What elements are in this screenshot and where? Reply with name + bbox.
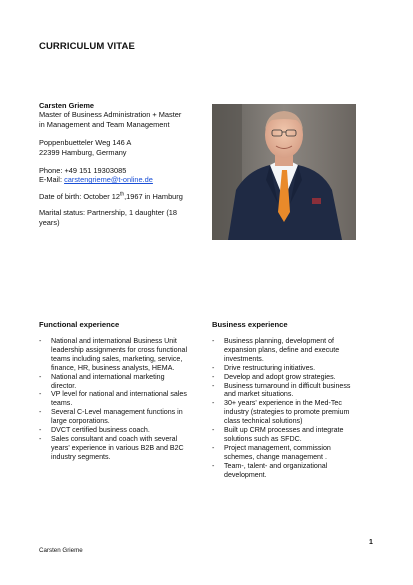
business-item [212,382,360,400]
dob-rest: ,1967 in Hamburg [124,191,183,201]
person-name: Carsten Grieme [39,101,95,110]
bullet-marker: - [212,363,215,372]
functional-item-text: National and international marketing director. [51,372,165,390]
bullet-marker: - [39,434,42,443]
business-item [212,337,360,364]
bullet-marker: - [39,372,42,381]
business-heading: Business experience [212,320,288,329]
business-item-text: 30+ years' experience in the Med-Tec industry (strategies to promote premium class technical solutions) [224,399,350,426]
business-item-text: Project management, commission schemes, change management . [224,443,331,461]
dob-suffix: th [119,191,125,198]
portrait-photo [212,104,356,240]
business-item [212,399,360,426]
date-of-birth [39,192,189,201]
city-address: 22399 Hamburg, Germany [39,147,127,157]
document-title: CURRICULUM VITAE [39,41,135,52]
functional-item-text: Sales consultant and coach with several years' experience in various B2B and B2C industry segments. [51,434,184,461]
business-item-text: Business turnaround in difficult business and market situations. [224,381,351,399]
degree-text: Master of Business Administration + Master in Management and Team Management [39,110,182,129]
business-item [212,364,360,373]
email-line [39,175,189,184]
functional-list [39,337,189,462]
business-item-text: Built up CRM processes and integrate solutions such as SFDC. [224,426,344,443]
business-item [212,462,360,480]
contact-block [39,101,189,227]
email-label: E-Mail: [39,175,65,185]
functional-item [39,426,189,435]
functional-item [39,373,189,391]
bullet-marker: - [212,381,215,390]
functional-item-text: DVCT certified business coach. [51,426,150,435]
street-address: Poppenbuetteler Weg 146 A [39,138,132,148]
functional-item [39,390,189,408]
business-item [212,444,360,462]
bullet-marker: - [39,390,42,399]
business-list [212,337,360,480]
marital-status: Marital status: Partnership, 1 daughter (18 years) [39,208,178,227]
footer-name: Carsten Grieme [39,547,83,554]
functional-item-text: National and international Business Unit leadership assignments for cross functional teams including sales, marketing, service, finance, HR, business analysts, HEMA. [51,337,188,372]
bullet-marker: - [212,461,215,470]
functional-item [39,435,189,462]
functional-item [39,408,189,426]
bullet-marker: - [39,426,42,435]
business-item-text: Develop and adopt grow strategies. [224,372,336,381]
bullet-marker: - [39,408,42,417]
business-item [212,373,360,382]
functional-item [39,337,189,373]
bullet-marker: - [212,426,215,435]
business-item-text: Drive restructuring initiatives. [224,363,316,372]
business-item [212,426,360,444]
page-number: 1 [369,539,373,546]
bullet-marker: - [212,337,215,345]
bullet-marker: - [212,443,215,452]
business-item-text: Team-, talent- and organizational development. [224,461,328,479]
bullet-marker: - [212,399,215,408]
dob-prefix: Date of birth: October 12 [39,191,120,201]
functional-item-text: VP level for national and international sales teams. [51,390,187,408]
business-item-text: Business planning, development of expansion plans, define and execute investments. [224,337,340,363]
bullet-marker: - [39,337,42,345]
functional-heading: Functional experience [39,320,120,329]
email-link[interactable]: carstengrieme@t-online.de [64,175,153,185]
bullet-marker: - [212,372,215,381]
functional-item-text: Several C-Level management functions in large corporations. [51,408,183,426]
phone-number: Phone: +49 151 19303085 [39,166,127,176]
